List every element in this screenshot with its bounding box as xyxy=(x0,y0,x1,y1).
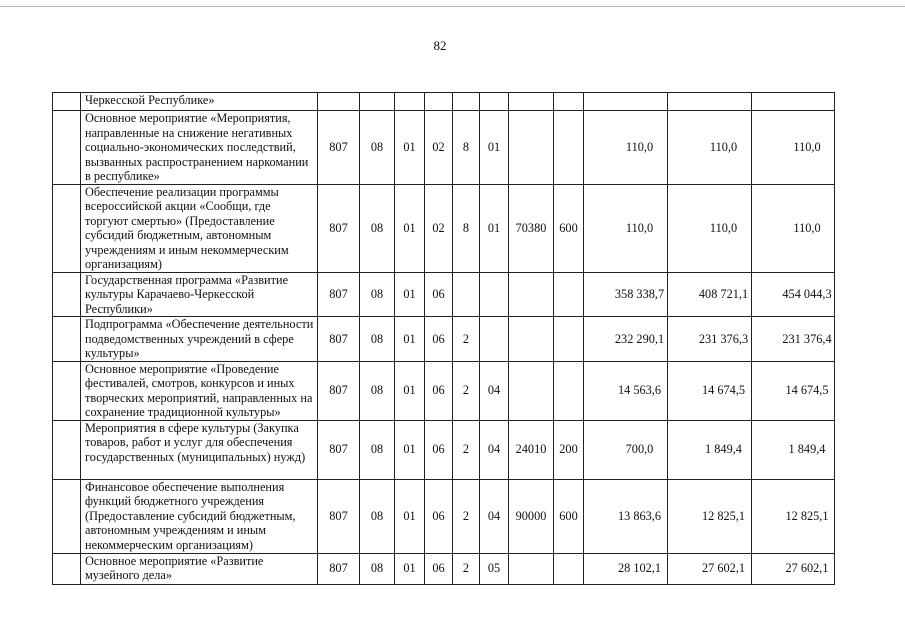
code-cell: 06 xyxy=(425,479,453,553)
code-cell: 24010 xyxy=(509,420,554,479)
code-cell: 600 xyxy=(554,184,584,272)
budget-table xyxy=(52,92,835,585)
code-cell: 90000 xyxy=(509,479,554,553)
code-cell: 01 xyxy=(395,420,425,479)
row-marker-cell xyxy=(53,420,81,479)
amount-cell: 454 044,3 xyxy=(752,272,835,317)
code-cell: 807 xyxy=(318,361,360,420)
code-cell: 02 xyxy=(425,184,453,272)
code-cell: 06 xyxy=(425,272,453,317)
table-row xyxy=(53,93,835,111)
row-marker-cell xyxy=(53,111,81,185)
amount-cell: 231 376,3 xyxy=(668,317,752,362)
code-cell xyxy=(425,93,453,111)
row-name: Государственная программа «Развитие культуры Карачаево-Черкесской Республики» xyxy=(81,272,318,317)
amount-cell: 1 849,4 xyxy=(668,420,752,479)
table-row xyxy=(53,111,835,185)
amount-cell: 232 290,1 xyxy=(584,317,668,362)
amount-cell: 231 376,4 xyxy=(752,317,835,362)
amount-cell: 110,0 xyxy=(584,184,668,272)
code-cell: 06 xyxy=(425,553,453,584)
code-cell: 08 xyxy=(360,184,395,272)
table-body xyxy=(53,93,835,585)
code-cell xyxy=(509,272,554,317)
code-cell: 807 xyxy=(318,272,360,317)
code-cell xyxy=(509,361,554,420)
amount-cell: 12 825,1 xyxy=(752,479,835,553)
code-cell xyxy=(480,272,509,317)
code-cell xyxy=(509,111,554,185)
table-row xyxy=(53,184,835,272)
amount-cell: 27 602,1 xyxy=(752,553,835,584)
code-cell: 807 xyxy=(318,553,360,584)
amount-cell: 110,0 xyxy=(752,184,835,272)
code-cell: 807 xyxy=(318,420,360,479)
code-cell: 807 xyxy=(318,317,360,362)
code-cell: 08 xyxy=(360,317,395,362)
code-cell: 08 xyxy=(360,272,395,317)
code-cell xyxy=(509,93,554,111)
table-row xyxy=(53,420,835,479)
code-cell: 2 xyxy=(453,361,480,420)
code-cell: 807 xyxy=(318,184,360,272)
code-cell: 200 xyxy=(554,420,584,479)
row-name: Мероприятия в сфере культуры (Закупка товаров, работ и услуг для обеспечения государственных (муниципальных) нужд) xyxy=(81,420,318,479)
code-cell: 2 xyxy=(453,479,480,553)
amount-cell: 14 674,5 xyxy=(752,361,835,420)
row-marker-cell xyxy=(53,317,81,362)
page-number: 82 xyxy=(433,38,447,53)
amount-cell xyxy=(668,93,752,111)
code-cell: 08 xyxy=(360,420,395,479)
code-cell: 08 xyxy=(360,479,395,553)
code-cell: 01 xyxy=(395,553,425,584)
code-cell xyxy=(509,553,554,584)
code-cell: 04 xyxy=(480,361,509,420)
code-cell: 2 xyxy=(453,420,480,479)
code-cell xyxy=(453,272,480,317)
code-cell xyxy=(318,93,360,111)
row-marker-cell xyxy=(53,272,81,317)
code-cell xyxy=(554,272,584,317)
code-cell: 01 xyxy=(395,272,425,317)
code-cell: 8 xyxy=(453,184,480,272)
code-cell xyxy=(554,111,584,185)
amount-cell: 28 102,1 xyxy=(584,553,668,584)
amount-cell: 1 849,4 xyxy=(752,420,835,479)
amount-cell: 12 825,1 xyxy=(668,479,752,553)
code-cell xyxy=(554,317,584,362)
row-name: Подпрограмма «Обеспечение деятельности подведомственных учреждений в сфере культуры» xyxy=(81,317,318,362)
code-cell: 06 xyxy=(425,317,453,362)
amount-cell xyxy=(752,93,835,111)
row-name: Основное мероприятие «Проведение фестивалей, смотров, конкурсов и иных творческих мероприятий, направленных на сохранение традиционной культуры» xyxy=(81,361,318,420)
code-cell: 01 xyxy=(480,184,509,272)
code-cell: 600 xyxy=(554,479,584,553)
code-cell: 2 xyxy=(453,553,480,584)
amount-cell: 110,0 xyxy=(752,111,835,185)
code-cell xyxy=(554,361,584,420)
table-row xyxy=(53,272,835,317)
row-marker-cell xyxy=(53,361,81,420)
code-cell xyxy=(395,93,425,111)
code-cell: 807 xyxy=(318,111,360,185)
amount-cell: 14 563,6 xyxy=(584,361,668,420)
code-cell: 01 xyxy=(395,317,425,362)
code-cell: 08 xyxy=(360,553,395,584)
code-cell: 06 xyxy=(425,420,453,479)
code-cell: 01 xyxy=(395,111,425,185)
row-name: Основное мероприятие «Развитие музейного дела» xyxy=(81,553,318,584)
code-cell xyxy=(480,317,509,362)
code-cell xyxy=(480,93,509,111)
code-cell: 04 xyxy=(480,420,509,479)
code-cell: 02 xyxy=(425,111,453,185)
amount-cell: 358 338,7 xyxy=(584,272,668,317)
code-cell: 08 xyxy=(360,111,395,185)
amount-cell: 110,0 xyxy=(584,111,668,185)
amount-cell: 110,0 xyxy=(668,111,752,185)
amount-cell: 14 674,5 xyxy=(668,361,752,420)
code-cell: 01 xyxy=(395,361,425,420)
code-cell: 01 xyxy=(395,479,425,553)
code-cell: 70380 xyxy=(509,184,554,272)
amount-cell xyxy=(584,93,668,111)
code-cell: 2 xyxy=(453,317,480,362)
table-row xyxy=(53,553,835,584)
table-row xyxy=(53,361,835,420)
code-cell: 06 xyxy=(425,361,453,420)
code-cell: 01 xyxy=(480,111,509,185)
amount-cell: 408 721,1 xyxy=(668,272,752,317)
table-row xyxy=(53,479,835,553)
code-cell xyxy=(360,93,395,111)
row-name: Финансовое обеспечение выполнения функций бюджетного учреждения (Предоставление субсидий бюджетным, автономным учреждениям и иным некоммерческим организациям) xyxy=(81,479,318,553)
code-cell: 01 xyxy=(395,184,425,272)
amount-cell: 27 602,1 xyxy=(668,553,752,584)
code-cell xyxy=(509,317,554,362)
code-cell xyxy=(554,93,584,111)
code-cell xyxy=(554,553,584,584)
code-cell xyxy=(453,93,480,111)
top-rule xyxy=(0,6,905,7)
code-cell: 08 xyxy=(360,361,395,420)
row-name: Обеспечение реализации программы всероссийской акции «Сообщи, где торгуют смертью» (Предоставление субсидий бюджетным, автономным учреждениям и иным некоммерческим организациям) xyxy=(81,184,318,272)
amount-cell: 13 863,6 xyxy=(584,479,668,553)
amount-cell: 110,0 xyxy=(668,184,752,272)
code-cell: 05 xyxy=(480,553,509,584)
row-marker-cell xyxy=(53,93,81,111)
table-row xyxy=(53,317,835,362)
row-name: Основное мероприятие «Мероприятия, направленные на снижение негативных социально-экономических последствий, вызванных распространением наркомании в республике» xyxy=(81,111,318,185)
row-marker-cell xyxy=(53,479,81,553)
row-marker-cell xyxy=(53,184,81,272)
row-name: Черкесской Республике» xyxy=(81,93,318,111)
amount-cell: 700,0 xyxy=(584,420,668,479)
code-cell: 04 xyxy=(480,479,509,553)
code-cell: 8 xyxy=(453,111,480,185)
code-cell: 807 xyxy=(318,479,360,553)
row-marker-cell xyxy=(53,553,81,584)
